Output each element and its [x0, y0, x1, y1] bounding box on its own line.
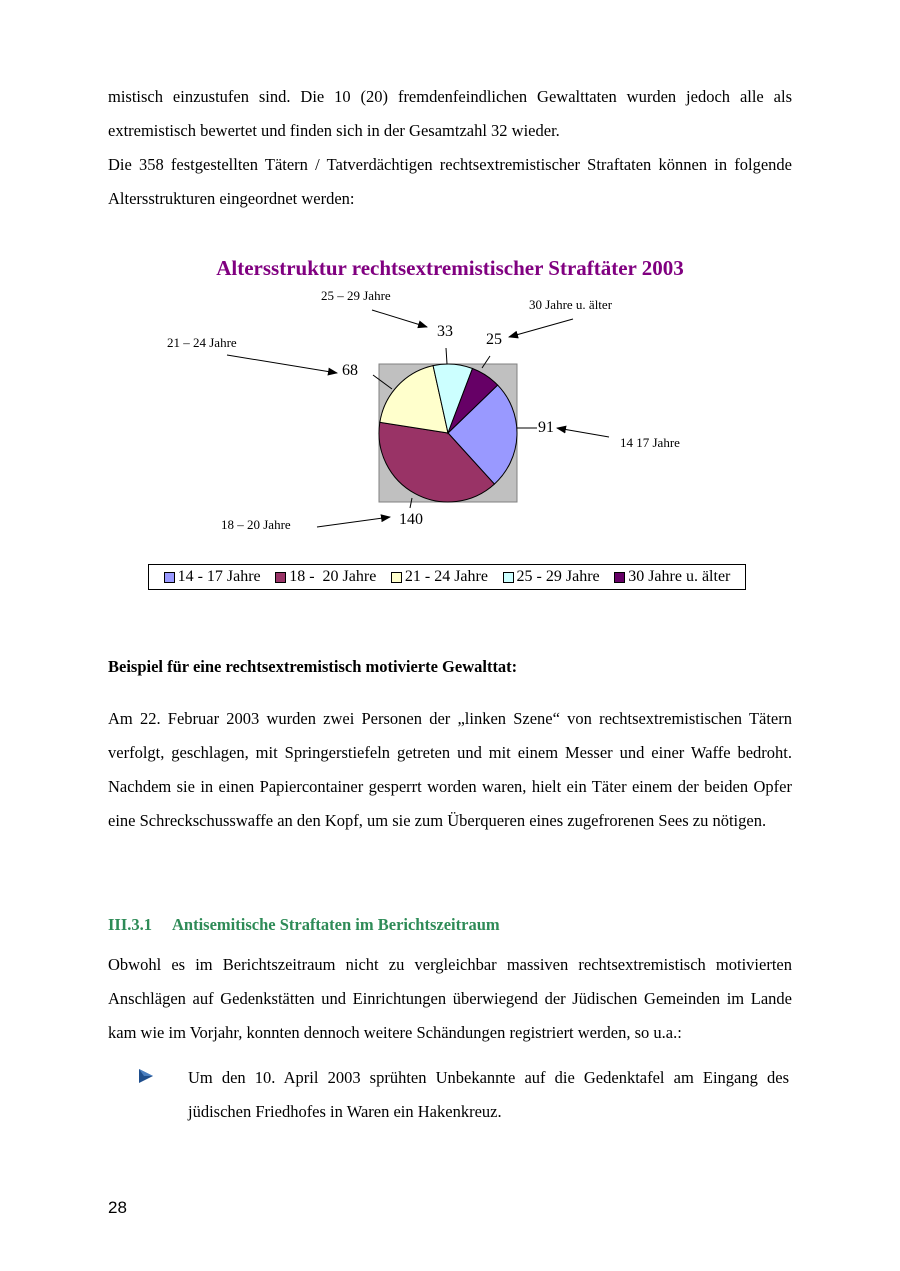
legend-label: 18 - 20 Jahre	[289, 568, 377, 585]
intro-paragraph-2: Die 358 festgestellten Tätern / Tatverdächtigen rechtsextremistischer Straftaten können in folgende Altersstrukturen eingeordnet werden:	[108, 155, 792, 208]
annotation-14-17: 14 17 Jahre	[620, 435, 680, 450]
legend-item-14-17	[164, 568, 261, 586]
annotation-25-29: 25 – 29 Jahre	[321, 288, 391, 303]
legend-label: 30 Jahre u. älter	[628, 568, 731, 585]
value-label-18-20: 140	[399, 511, 423, 528]
page-number: 28	[108, 1198, 127, 1217]
section-paragraph: Obwohl es im Berichtszeitraum nicht zu vergleichbar massiven rechtsextremistisch motivierten Anschlägen auf Gedenkstätten und Einrichtungen überwiegend der Jüdischen Gemeinden im Lande kam wie im Vorjahr, konnten dennoch weitere Schändungen registriert werden, so u.a.:	[108, 955, 792, 1042]
legend-item-25-29	[503, 568, 600, 586]
annotation-18-20: 18 – 20 Jahre	[221, 517, 291, 532]
example-heading: Beispiel für eine rechtsextremistisch motivierte Gewalttat:	[108, 657, 518, 676]
legend-label: 14 - 17 Jahre	[177, 568, 261, 585]
value-label-21-24: 68	[342, 362, 358, 379]
value-label-25-29: 33	[437, 323, 453, 340]
legend-swatch	[503, 572, 514, 583]
legend-label: 21 - 24 Jahre	[404, 568, 488, 585]
value-label-30-plus: 25	[486, 331, 502, 348]
legend-item-21-24	[391, 568, 488, 586]
triangle-bullet-icon	[138, 1068, 154, 1084]
intro-paragraph-1: mistisch einzustufen sind. Die 10 (20) fremdenfeindlichen Gewalttaten wurden jedoch alle als extremistisch bewertet und finden sich in der Gesamtzahl 32 wieder.	[108, 87, 792, 140]
legend-label: 25 - 29 Jahre	[516, 568, 600, 585]
pie-slices	[379, 364, 517, 502]
annotation-21-24: 21 – 24 Jahre	[167, 335, 237, 350]
chart-title: Altersstruktur rechtsextremistischer Straftäter 2003	[216, 256, 684, 280]
bullet-item: Um den 10. April 2003 sprühten Unbekannte auf die Gedenktafel am Eingang des jüdischen Friedhofes in Waren ein Hakenkreuz.	[188, 1068, 789, 1121]
example-paragraph: Am 22. Februar 2003 wurden zwei Personen der „linken Szene“ von rechtsextremistischen Tätern verfolgt, geschlagen, mit Springerstiefeln getreten und mit einem Messer und einer Waffe bedroht. Nachdem sie in einen Papiercontainer gesperrt worden waren, hielt ein Täter einem der beiden Opfer eine Schreckschusswaffe an den Kopf, um sie zum Überqueren eines zugefrorenen Sees zu nötigen.	[108, 709, 792, 830]
section-heading	[108, 912, 500, 938]
legend-item-18-20	[275, 568, 376, 586]
legend-item-30-plus	[614, 568, 730, 586]
legend-swatch	[391, 572, 402, 583]
chart-legend	[148, 564, 746, 590]
legend-swatch	[275, 572, 286, 583]
chart-canvas	[0, 0, 900, 620]
section-number: III.3.1	[108, 915, 153, 934]
value-label-14-17: 91	[538, 419, 554, 436]
annotation-30-plus: 30 Jahre u. älter	[529, 297, 613, 312]
section-title: Antisemitische Straftaten im Berichtszeitraum	[172, 915, 500, 934]
legend-swatch	[614, 572, 625, 583]
legend-swatch	[164, 572, 175, 583]
